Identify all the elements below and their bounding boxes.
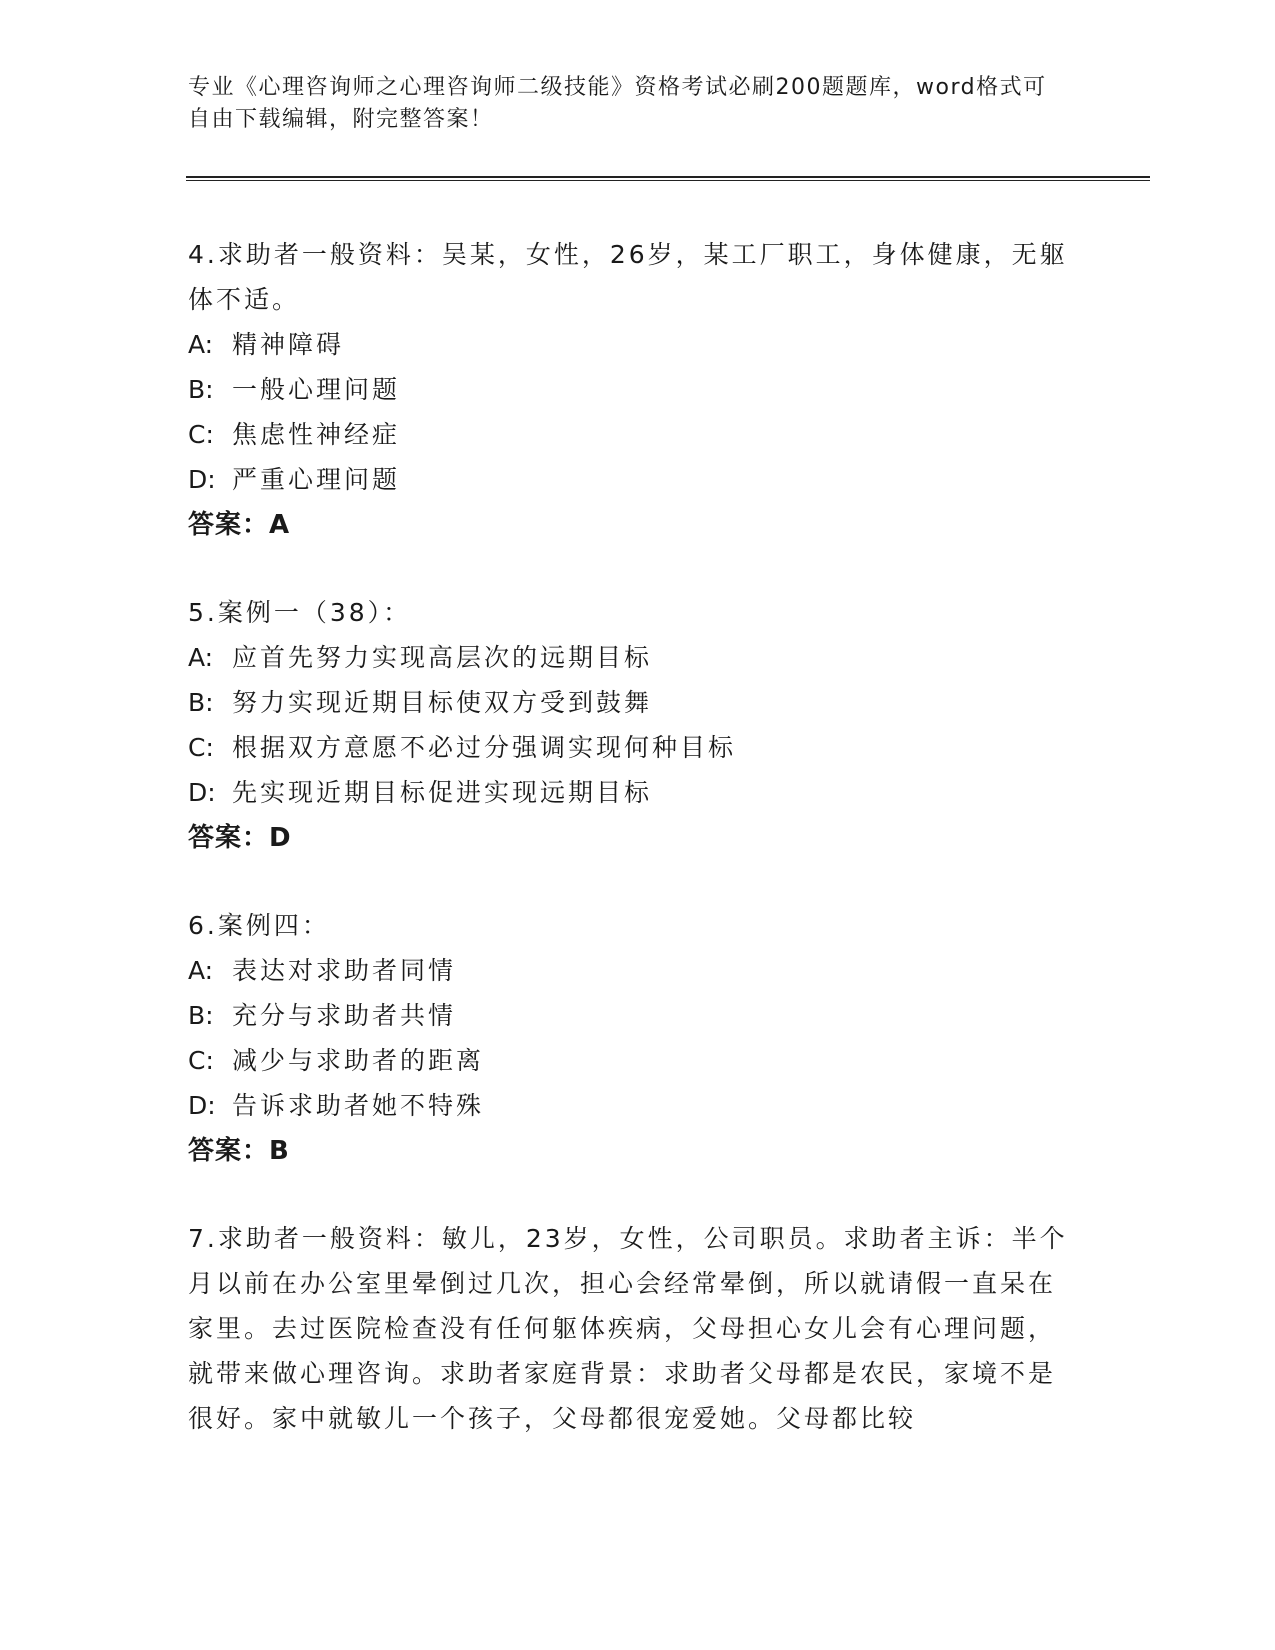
question-stem: 7.求助者一般资料：敏儿，23岁，女性，公司职员。求助者主诉：半个月以前在办公室里晕倒过几次，担心会经常晕倒，所以就请假一直呆在家里。去过医院检查没有任何躯体疾病，父母担心女儿会有心理问题，就带来做心理咨询。求助者家庭背景：求助者父母都是农民，家境不是很好。家中就敏儿一个孩子，父母都很宠爱她。父母都比较 xyxy=(188,1224,1068,1433)
question-item xyxy=(188,903,1068,1174)
option-letter: A: xyxy=(188,643,214,672)
header-divider xyxy=(186,176,1150,181)
answer-line: 答案：A xyxy=(188,510,291,540)
option-text: 充分与求助者共情 xyxy=(232,1001,457,1030)
option-letter: B: xyxy=(188,375,214,404)
option-letter: B: xyxy=(188,688,214,717)
option-text: 告诉求助者她不特殊 xyxy=(232,1091,485,1120)
option-text: 减少与求助者的距离 xyxy=(232,1046,485,1075)
option-letter: D: xyxy=(188,1091,216,1120)
question-item xyxy=(188,232,1068,548)
option-letter: C: xyxy=(188,733,214,762)
answer-line: 答案：D xyxy=(188,823,292,853)
option-b xyxy=(188,367,1068,412)
option-text: 根据双方意愿不必过分强调实现何种目标 xyxy=(232,733,737,762)
document-header: 专业《心理咨询师之心理咨询师二级技能》资格考试必刷200题题库，word格式可自由下载编辑，附完整答案！ xyxy=(188,75,1047,132)
option-letter: A: xyxy=(188,330,214,359)
option-d xyxy=(188,770,1068,815)
option-text: 焦虑性神经症 xyxy=(232,420,401,449)
option-letter: D: xyxy=(188,465,216,494)
option-letter: B: xyxy=(188,1001,214,1030)
question-stem: 4.求助者一般资料：吴某，女性，26岁，某工厂职工，身体健康，无躯体不适。 xyxy=(188,240,1068,314)
option-text: 一般心理问题 xyxy=(232,375,401,404)
option-text: 表达对求助者同情 xyxy=(232,956,457,985)
option-letter: A: xyxy=(188,956,214,985)
question-list xyxy=(188,232,1068,1483)
question-stem: 5.案例一（38）： xyxy=(188,598,412,627)
option-d xyxy=(188,457,1068,502)
option-d xyxy=(188,1083,1068,1128)
option-letter: C: xyxy=(188,420,214,449)
option-b xyxy=(188,993,1068,1038)
option-text: 严重心理问题 xyxy=(232,465,401,494)
option-letter: D: xyxy=(188,778,216,807)
option-a xyxy=(188,635,1068,680)
option-letter: C: xyxy=(188,1046,214,1075)
option-c xyxy=(188,725,1068,770)
option-text: 努力实现近期目标使双方受到鼓舞 xyxy=(232,688,653,717)
option-text: 应首先努力实现高层次的远期目标 xyxy=(232,643,653,672)
option-a xyxy=(188,322,1068,367)
option-text: 先实现近期目标促进实现远期目标 xyxy=(232,778,653,807)
option-a xyxy=(188,948,1068,993)
option-c xyxy=(188,1038,1068,1083)
option-c xyxy=(188,412,1068,457)
question-item xyxy=(188,590,1068,861)
question-item xyxy=(188,1216,1068,1441)
answer-line: 答案：B xyxy=(188,1136,290,1166)
question-stem: 6.案例四： xyxy=(188,911,330,940)
option-text: 精神障碍 xyxy=(232,330,345,359)
option-b xyxy=(188,680,1068,725)
